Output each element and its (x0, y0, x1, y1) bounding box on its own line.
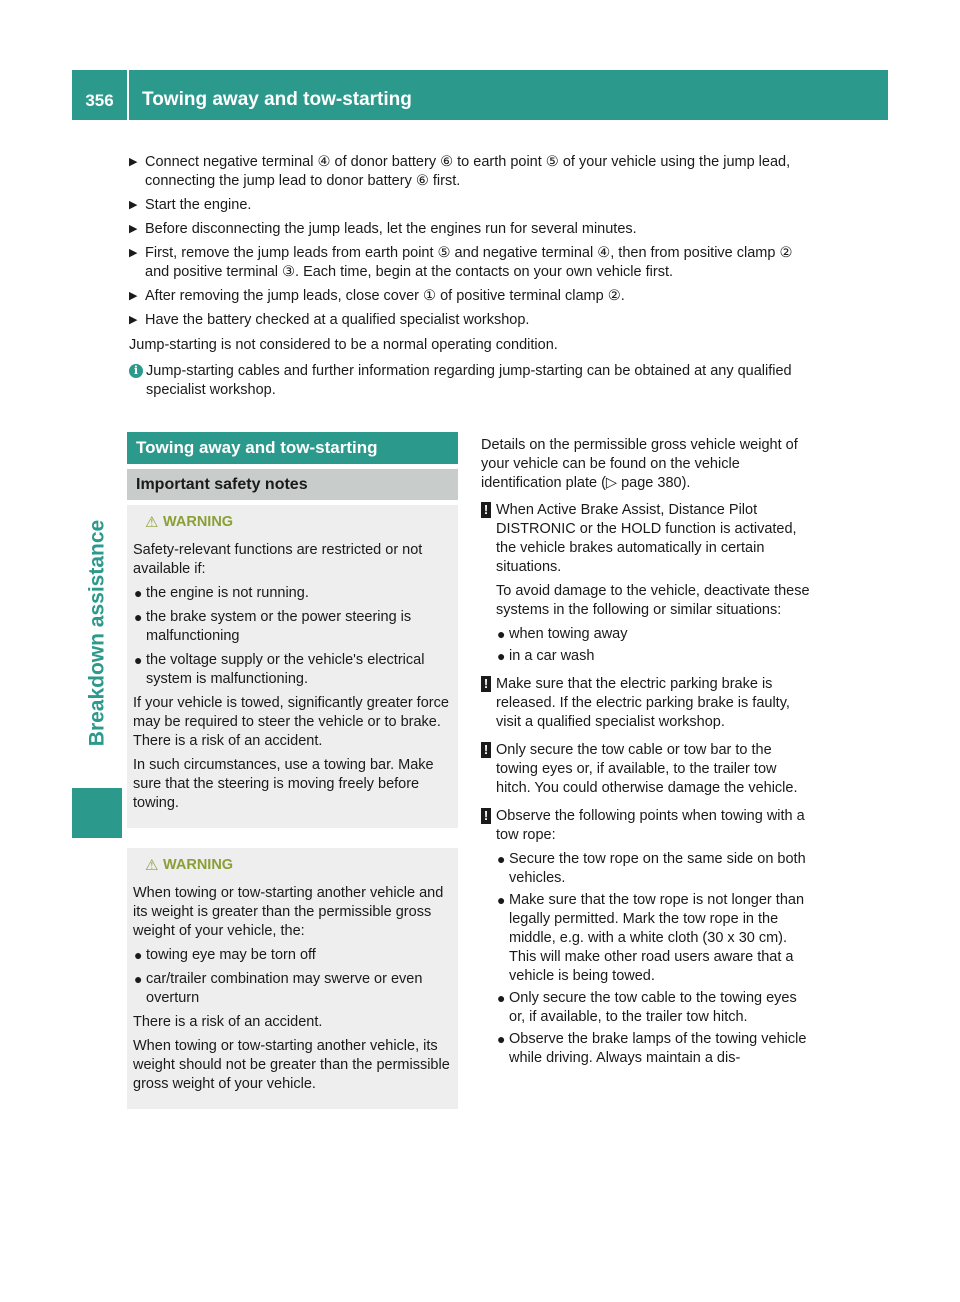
caution-note (481, 501, 813, 666)
info-icon: i (129, 364, 143, 378)
chapter-tab (72, 498, 122, 768)
list-item (133, 970, 452, 1008)
step-text: After removing the jump leads, close cover ① of positive terminal clamp ②. (145, 288, 625, 304)
list-item (133, 651, 452, 689)
caution-note (481, 675, 813, 732)
warning-label: WARNING (163, 514, 234, 530)
exclamation-icon: ! (481, 742, 491, 758)
bullet-icon: ● (134, 971, 143, 987)
list-item (133, 584, 452, 603)
caution-note (481, 807, 813, 1068)
subsection-heading: Important safety notes (127, 469, 458, 500)
warning-header (133, 856, 452, 875)
list-item-text: Secure the tow rope on the same side on both vehicles. (509, 851, 806, 886)
list-item (133, 608, 452, 646)
step-arrow-icon: ▶ (129, 290, 138, 302)
step-arrow-icon: ▶ (129, 199, 138, 211)
warning-box (127, 848, 458, 1109)
warning-text: Safety-relevant functions are restricted or not available if: (133, 542, 423, 577)
step-item (129, 311, 819, 330)
list-item-text: Only secure the tow cable to the towing eyes or, if available, to the trailer tow hitch. (509, 990, 797, 1025)
right-column (481, 436, 813, 1077)
note-text: Only secure the tow cable or tow bar to the towing eyes or, if available, to the trailer tow hitch. You could otherwise damage the vehicle. (496, 742, 798, 796)
page-header (72, 70, 888, 120)
warning-header (133, 513, 452, 532)
jump-start-steps (129, 153, 819, 400)
bullet-icon: ● (497, 851, 506, 867)
step-text: Connect negative terminal ④ of donor battery ⑥ to earth point ⑤ of your vehicle using the jump lead, connecting the jump lead to donor battery ⑥ first. (145, 154, 791, 189)
bullet-icon: ● (497, 626, 506, 642)
bullet-icon: ● (134, 947, 143, 963)
bullet-icon: ● (497, 892, 506, 908)
warning-box (127, 505, 458, 828)
note-text: Make sure that the electric parking brake is released. If the electric parking brake is faulty, visit a qualified specialist workshop. (496, 676, 790, 730)
page-number: 356 (85, 91, 114, 110)
section-heading: Towing away and tow-starting (127, 432, 458, 464)
list-item-text: car/trailer combination may swerve or even overturn (146, 971, 423, 1006)
bullet-icon: ● (497, 1031, 506, 1047)
body-paragraph: Jump-starting is not considered to be a normal operating condition. (129, 337, 558, 353)
warning-label: WARNING (163, 857, 234, 873)
list-item-text: Make sure that the tow rope is not longer than legally permitted. Mark the tow rope in the middle, e.g. with a white cloth (30 x 30 cm). This will make other road users aware that a vehicle is being towed. (509, 892, 805, 984)
chapter-tab-label: Breakdown assistance (85, 519, 109, 747)
list-item (496, 850, 813, 888)
list-item-text: when towing away (509, 626, 628, 642)
exclamation-icon: ! (481, 676, 491, 692)
warning-text: When towing or tow-starting another vehicle, its weight should not be greater than the permissible gross weight of your vehicle. (133, 1038, 450, 1092)
exclamation-icon: ! (481, 808, 491, 824)
warning-triangle-icon: ⚠ (145, 514, 159, 531)
warning-text: When towing or tow-starting another vehicle and its weight is greater than the permissible gross weight of your vehicle, the: (133, 885, 444, 939)
bullet-icon: ● (134, 609, 143, 625)
step-item (129, 196, 819, 215)
step-text: Start the engine. (145, 197, 252, 213)
list-item (496, 989, 813, 1027)
step-text: Have the battery checked at a qualified specialist workshop. (145, 312, 530, 328)
step-item (129, 287, 819, 306)
left-column (127, 432, 458, 1109)
list-item (133, 946, 452, 965)
list-item-text: towing eye may be torn off (146, 947, 316, 963)
step-text: First, remove the jump leads from earth point ⑤ and negative terminal ④, then from positive clamp ② and positive terminal ③. Each time, begin at the contacts on your own vehicle first. (145, 245, 793, 280)
step-arrow-icon: ▶ (129, 156, 138, 168)
step-text: Before disconnecting the jump leads, let the engines run for several minutes. (145, 221, 637, 237)
list-item-text: the brake system or the power steering is malfunctioning (146, 609, 412, 644)
bullet-icon: ● (134, 585, 143, 601)
step-arrow-icon: ▶ (129, 223, 138, 235)
step-item (129, 220, 819, 239)
info-text: Jump-starting cables and further information regarding jump-starting can be obtained at any qualified specialist workshop. (146, 363, 792, 398)
bullet-icon: ● (497, 990, 506, 1006)
step-item (129, 153, 819, 191)
step-item (129, 244, 819, 282)
caution-note (481, 741, 813, 798)
list-item-text: in a car wash (509, 648, 595, 664)
bullet-icon: ● (497, 648, 506, 664)
list-item-text: the voltage supply or the vehicle's electrical system is malfunctioning. (146, 652, 425, 687)
bullet-icon: ● (134, 652, 143, 668)
info-note (129, 362, 819, 400)
list-item (496, 891, 813, 986)
note-text: To avoid damage to the vehicle, deactivate these systems in the following or similar situations: (496, 583, 810, 618)
note-text: Observe the following points when towing with a tow rope: (496, 808, 805, 843)
warning-text: In such circumstances, use a towing bar. Make sure that the steering is moving freely before towing. (133, 757, 434, 811)
step-arrow-icon: ▶ (129, 247, 138, 259)
list-item (496, 647, 813, 666)
list-item-text: the engine is not running. (146, 585, 309, 601)
warning-triangle-icon: ⚠ (145, 857, 159, 874)
exclamation-icon: ! (481, 502, 491, 518)
list-item-text: Observe the brake lamps of the towing vehicle while driving. Always maintain a dis- (509, 1031, 807, 1066)
body-paragraph: Details on the permissible gross vehicle weight of your vehicle can be found on the vehicle identification plate (▷ page 380). (481, 437, 798, 491)
chapter-marker (72, 788, 122, 838)
list-item (496, 625, 813, 644)
page-title: Towing away and tow-starting (142, 89, 412, 110)
note-text: When Active Brake Assist, Distance Pilot DISTRONIC or the HOLD function is activated, the vehicle brakes automatically in certain situations. (496, 502, 797, 575)
warning-text: There is a risk of an accident. (133, 1014, 323, 1030)
list-item (496, 1030, 813, 1068)
step-arrow-icon: ▶ (129, 314, 138, 326)
warning-text: If your vehicle is towed, significantly greater force may be required to steer the vehicle or to brake. There is a risk of an accident. (133, 695, 449, 749)
header-divider (127, 70, 129, 120)
